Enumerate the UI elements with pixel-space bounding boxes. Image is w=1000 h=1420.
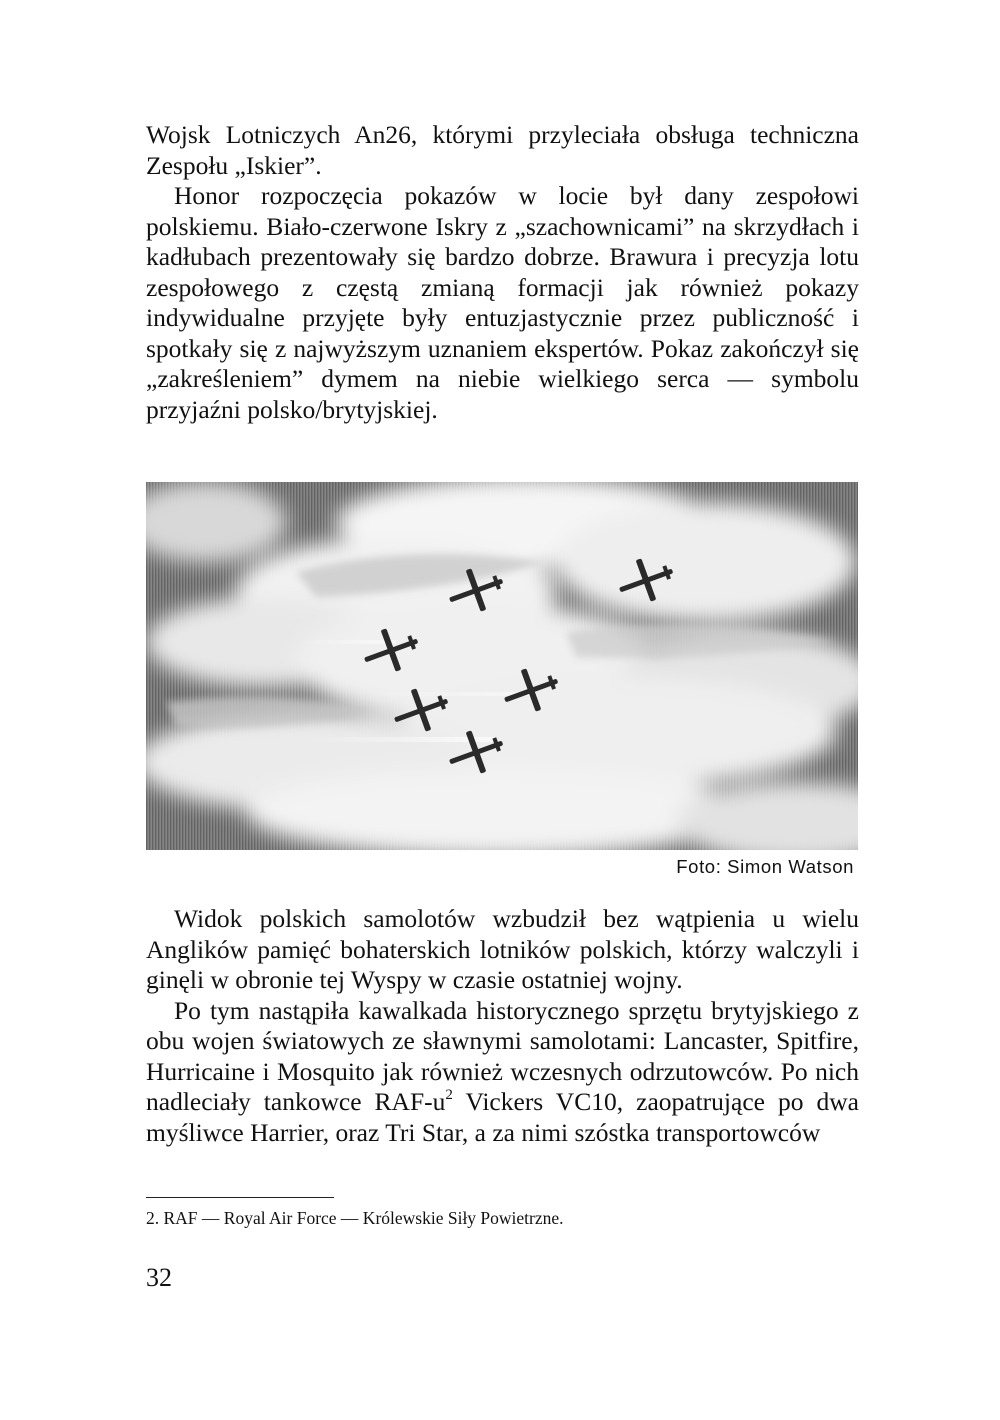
paragraph-kawalkada: [146, 996, 859, 1149]
footnote-marker: 2: [445, 1087, 453, 1103]
paragraph-honor: Honor rozpoczęcia pokazów w locie był dany zespołowi polskiemu. Biało-czerwone Iskry z „szachownicami” na skrzydłach i kadłubach prezentowały się bardzo dobrze. Brawura i precyzja lotu zespołowego z częstą zmianą formacji jak również pokazy indywidualne przyjęte były entuzjastycznie przez publiczność i spotkały się z najwyższym uznaniem ekspertów. Pokaz zakończył się „zakreśleniem” dymem na niebie wielkiego serca — symbolu przyjaźni polsko/brytyjskiej.: [146, 181, 859, 424]
aircraft-formation-photo: [146, 482, 858, 850]
photo-credit: Foto: Simon Watson: [676, 856, 854, 877]
page-number: 32: [146, 1263, 172, 1292]
top-text-block: [146, 120, 859, 425]
footnote-divider: [146, 1197, 334, 1198]
paragraph-widok: Widok polskich samolotów wzbudził bez wątpienia u wielu Anglików pamięć bohaterskich lotników polskich, którzy walczyli i ginęli w obronie tej Wyspy w czasie ostatniej wojny.: [146, 904, 859, 994]
paragraph-continued: Wojsk Lotniczych An26, którymi przyleciała obsługa techniczna Zespołu „Iskier”.: [146, 120, 859, 180]
paragraph-text-part: Po tym nastąpiła kawalkada historycznego sprzętu brytyjskiego z obu wojen światowych ze sławnymi samolotami: Lancaster, Spitfire, Hurricaine i Mosquito jak również wczesnych odrzutowców. Po nich nadleciały tankowce RAF-u: [146, 995, 859, 1116]
bottom-text-block: [146, 904, 859, 1148]
footnote: 2. RAF — Royal Air Force — Królewskie Siły Powietrzne.: [146, 1208, 564, 1228]
paragraph-text-part: Vickers VC10, zaopatrujące po dwa myśliwce Harrier, oraz Tri Star, a za nimi szóstka transportowców: [146, 1087, 859, 1147]
